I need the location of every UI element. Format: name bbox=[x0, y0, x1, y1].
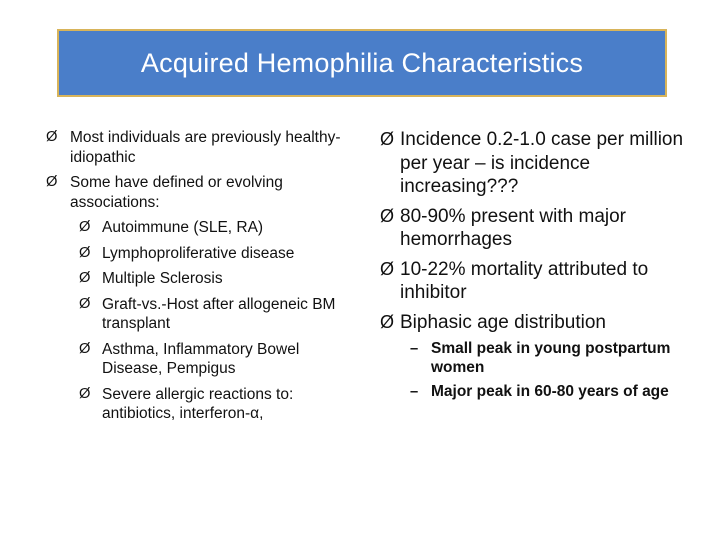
arrow-bullet-icon: Ø bbox=[380, 205, 395, 226]
bullet-text: Biphasic age distribution bbox=[400, 311, 606, 333]
sub-bullet-item bbox=[46, 269, 346, 289]
arrow-bullet-icon: Ø bbox=[79, 385, 91, 402]
arrow-bullet-icon: Ø bbox=[79, 244, 91, 261]
sub-bullet-text: Severe allergic reactions to: antibiotics, interferon-α, bbox=[102, 385, 294, 422]
arrow-bullet-icon: Ø bbox=[79, 270, 91, 286]
bullet-text: 80-90% present with major hemorrhages bbox=[400, 205, 626, 250]
bullet-item bbox=[46, 128, 346, 167]
sub-bullet-text: Multiple Sclerosis bbox=[102, 270, 223, 287]
bullet-text: Most individuals are previously healthy-idiopathic bbox=[70, 129, 341, 166]
dash-bullet-icon: – bbox=[410, 341, 419, 357]
bullet-item bbox=[380, 258, 690, 305]
sub-bullet-item bbox=[380, 340, 690, 377]
sub-bullet-item bbox=[46, 340, 346, 379]
slide-title-banner bbox=[57, 29, 667, 97]
left-bullet-column bbox=[46, 128, 346, 430]
bullet-item bbox=[380, 311, 690, 335]
sub-bullet-item bbox=[46, 218, 346, 238]
bullet-item bbox=[46, 173, 346, 212]
arrow-bullet-icon: Ø bbox=[46, 174, 58, 190]
sub-bullet-text: Autoimmune (SLE, RA) bbox=[102, 219, 264, 236]
sub-bullet-item bbox=[380, 383, 690, 402]
bullet-text: Incidence 0.2-1.0 case per million per year – is incidence increasing??? bbox=[400, 129, 684, 197]
bullet-item bbox=[380, 128, 690, 199]
arrow-bullet-icon: Ø bbox=[380, 129, 395, 149]
bullet-text: 10-22% mortality attributed to inhibitor bbox=[400, 258, 649, 303]
sub-bullet-item bbox=[46, 295, 346, 334]
sub-bullet-item bbox=[46, 385, 346, 424]
arrow-bullet-icon: Ø bbox=[380, 258, 395, 279]
slide-title: Acquired Hemophilia Characteristics bbox=[140, 47, 584, 78]
sub-bullet-text: Small peak in young postpartum women bbox=[431, 340, 671, 376]
sub-bullet-text: Lymphoproliferative disease bbox=[102, 244, 295, 262]
bullet-item bbox=[380, 205, 690, 252]
arrow-bullet-icon: Ø bbox=[79, 219, 91, 235]
right-bullet-column bbox=[380, 128, 690, 408]
dash-bullet-icon: – bbox=[410, 384, 419, 400]
arrow-bullet-icon: Ø bbox=[79, 340, 91, 357]
sub-bullet-item bbox=[46, 244, 346, 264]
arrow-bullet-icon: Ø bbox=[46, 129, 58, 145]
sub-bullet-text: Asthma, Inflammatory Bowel Disease, Pempigus bbox=[102, 340, 300, 377]
sub-bullet-text: Graft-vs.-Host after allogeneic BM transplant bbox=[102, 295, 336, 332]
bullet-text: Some have defined or evolving associations: bbox=[70, 174, 283, 211]
arrow-bullet-icon: Ø bbox=[79, 295, 91, 312]
arrow-bullet-icon: Ø bbox=[380, 311, 395, 332]
sub-bullet-text: Major peak in 60-80 years of age bbox=[431, 383, 669, 400]
